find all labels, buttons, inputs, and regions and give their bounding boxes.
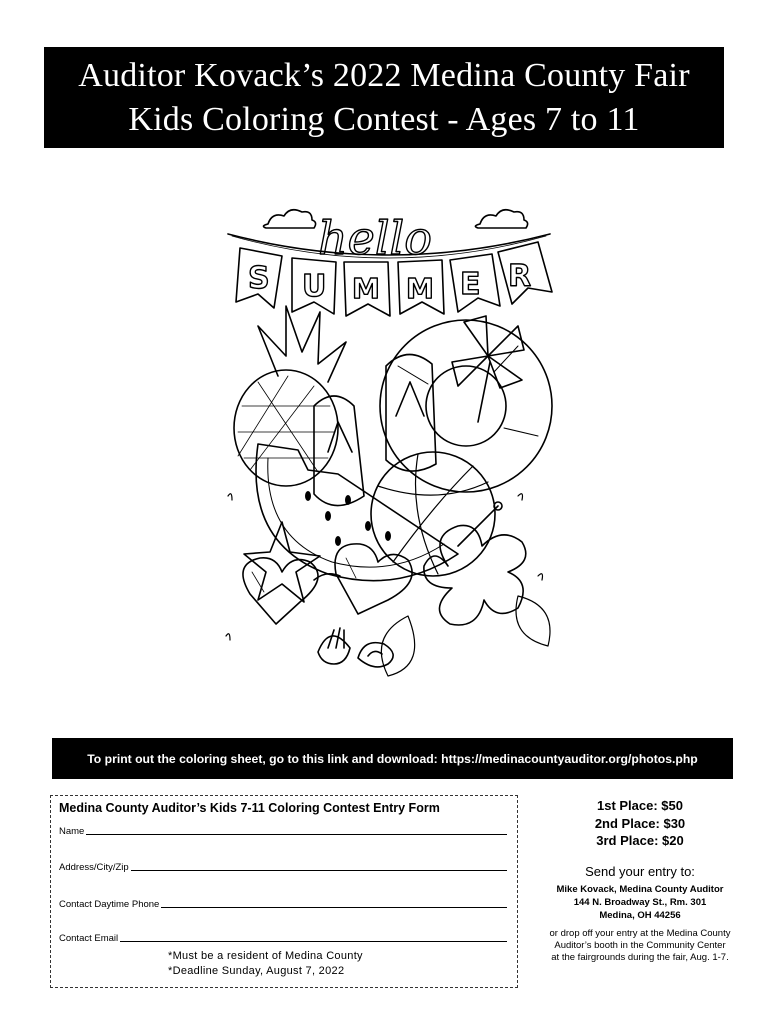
pennant-letter: M	[352, 272, 380, 305]
phone-field[interactable]	[59, 899, 507, 910]
address-line-3: Medina, OH 44256	[599, 910, 681, 921]
title-banner	[44, 47, 724, 148]
second-place-prize: 2nd Place: $30	[594, 815, 686, 831]
email-line[interactable]	[120, 940, 507, 942]
dropoff-line-2: Auditor’s booth in the Community Center	[554, 940, 726, 951]
pennant-letter: U	[302, 269, 327, 304]
entry-form-title: Medina County Auditor’s Kids 7-11 Coloring Contest Entry Form	[59, 801, 440, 815]
name-field[interactable]	[59, 826, 507, 837]
send-entry-heading: Send your entry to:	[585, 864, 695, 879]
flip-flop-left-icon	[314, 396, 364, 506]
pinwheel-icon	[452, 316, 524, 388]
pennant-letter: R	[508, 259, 532, 294]
beach-ball-icon	[371, 452, 495, 576]
spiral-shell-icon	[358, 643, 393, 667]
deadline-note: *Deadline Sunday, August 7, 2022	[168, 965, 345, 977]
title-line-1: Auditor Kovack’s 2022 Medina County Fair	[78, 56, 690, 94]
dropoff-line-1: or drop off your entry at the Medina County	[549, 928, 731, 939]
seashell-icon	[318, 628, 350, 664]
phone-label: Contact Daytime Phone	[59, 899, 160, 910]
dropoff-line-3: at the fairgrounds during the fair, Aug. 1-7.	[551, 952, 729, 963]
pennant-letter: M	[406, 272, 434, 305]
cloud-right-icon	[475, 210, 527, 228]
name-line[interactable]	[86, 833, 507, 835]
pineapple-leaves-icon	[258, 306, 346, 382]
third-place-prize: 3rd Place: $20	[596, 833, 684, 848]
address-line[interactable]	[131, 869, 507, 871]
title-line-2: Kids Coloring Contest - Ages 7 to 11	[128, 100, 640, 138]
email-field[interactable]	[59, 933, 507, 944]
phone-line[interactable]	[161, 906, 507, 908]
dropoff-instructions	[522, 928, 758, 964]
swim-ring-icon	[380, 320, 552, 492]
email-label: Contact Email	[59, 933, 119, 944]
hibiscus-flower-icon	[424, 502, 526, 625]
address-line-2: 144 N. Broadway St., Rm. 301	[573, 897, 707, 908]
summer-coloring-illustration	[218, 196, 558, 678]
entry-form	[50, 795, 518, 988]
hello-script-text: hello	[318, 211, 432, 265]
residency-note: *Must be a resident of Medina County	[168, 950, 363, 962]
download-link-banner: To print out the coloring sheet, go to this link and download: https://medinacountyauditor.org/photos.php	[52, 738, 733, 779]
pineapple-icon	[234, 370, 338, 486]
address-line-1: Mike Kovack, Medina County Auditor	[556, 884, 724, 895]
prizes-list	[540, 797, 740, 850]
name-label: Name	[59, 826, 85, 837]
address-label: Address/City/Zip	[59, 862, 129, 873]
pennant-letter: E	[460, 267, 481, 302]
address-field[interactable]	[59, 862, 507, 873]
heart-sunglasses-icon	[243, 544, 412, 624]
pennant-letter: S	[248, 261, 270, 296]
mailing-address	[522, 883, 758, 922]
cloud-left-icon	[263, 210, 315, 228]
first-place-prize: 1st Place: $50	[596, 798, 683, 813]
